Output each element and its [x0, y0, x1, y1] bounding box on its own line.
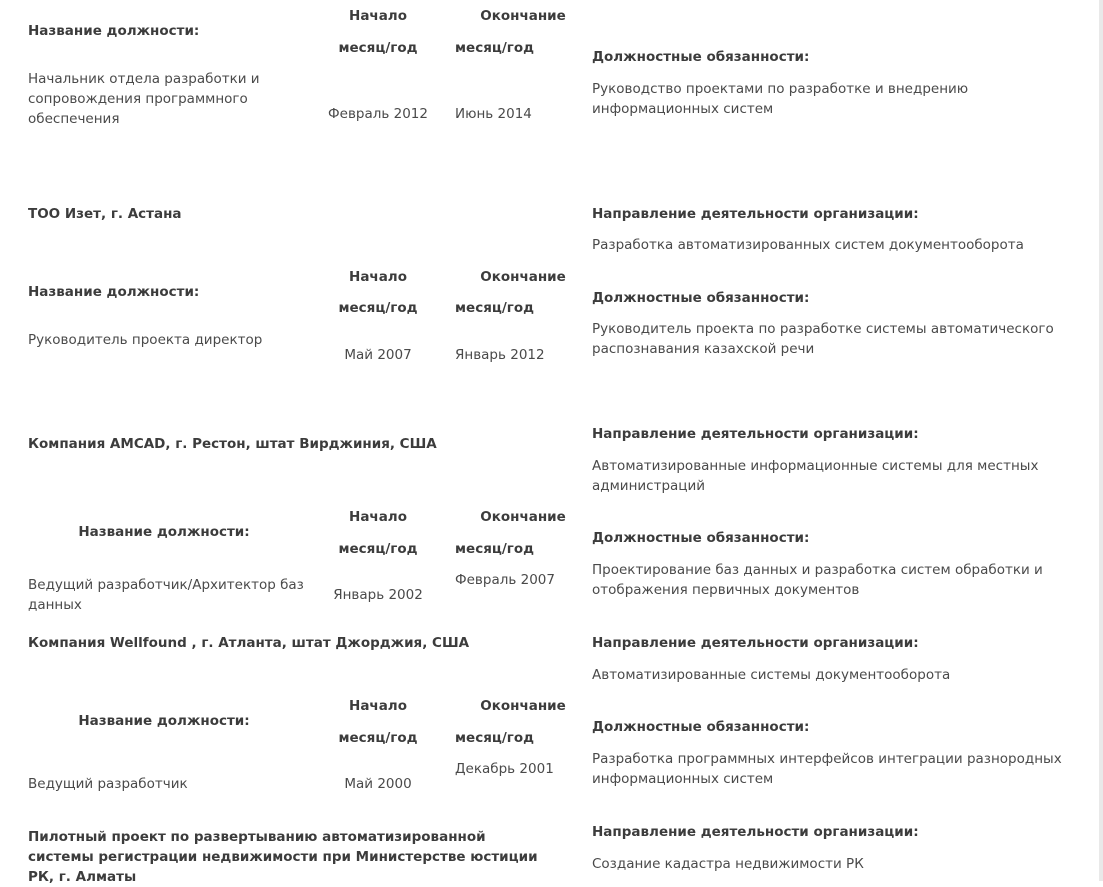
- start-date: Май 2007: [344, 347, 412, 363]
- company-name: Компания Wellfound , г. Атланта, штат Джорджия, США: [28, 635, 470, 651]
- position-label: Название должности:: [78, 713, 250, 729]
- start-label: Начало: [349, 269, 407, 285]
- end-format-label: месяц/год: [455, 730, 535, 746]
- duties-value: Руководство проектами по разработке и внедрению информационных систем: [592, 81, 969, 117]
- company-name: Компания AMCAD, г. Рестон, штат Вирджиния, США: [28, 436, 437, 452]
- duties-label: Должностные обязанности:: [592, 49, 810, 65]
- end-date: Июнь 2014: [455, 106, 532, 122]
- duties-value: Разработка программных интерфейсов интеграции разнородных информационных систем: [592, 751, 1062, 787]
- direction-label: Направление деятельности организации:: [592, 426, 919, 442]
- direction-label: Направление деятельности организации:: [592, 635, 919, 651]
- end-format-label: месяц/год: [455, 40, 535, 56]
- end-label: Окончание: [480, 698, 566, 714]
- direction-value: Автоматизированные информационные системы для местных администраций: [592, 458, 1039, 494]
- position-label: Название должности:: [28, 284, 200, 300]
- end-format-label: месяц/год: [455, 541, 535, 557]
- company-name: Пилотный проект по развертыванию автоматизированной системы регистрации недвижимости при Министерстве юстиции РК, г. Алматы: [28, 829, 538, 885]
- direction-label: Направление деятельности организации:: [592, 824, 919, 840]
- end-date: Январь 2012: [455, 347, 545, 363]
- end-date: Декабрь 2001: [455, 761, 554, 777]
- end-label: Окончание: [480, 269, 566, 285]
- direction-value: Автоматизированные системы документооборота: [592, 667, 951, 683]
- duties-label: Должностные обязанности:: [592, 290, 810, 306]
- start-label: Начало: [349, 509, 407, 525]
- start-format-label: месяц/год: [338, 300, 418, 316]
- start-label: Начало: [349, 698, 407, 714]
- duties-label: Должностные обязанности:: [592, 530, 810, 546]
- position-label: Название должности:: [78, 524, 250, 540]
- end-format-label: месяц/год: [455, 300, 535, 316]
- position-label: Название должности:: [28, 23, 200, 39]
- start-date: Февраль 2012: [328, 106, 428, 122]
- end-label: Окончание: [480, 8, 566, 24]
- end-label: Окончание: [480, 509, 566, 525]
- duties-value: Проектирование баз данных и разработка систем обработки и отображения первичных документов: [592, 562, 1043, 598]
- end-date: Февраль 2007: [455, 572, 555, 588]
- page-right-edge: [1099, 0, 1103, 881]
- position-value: Ведущий разработчик: [28, 776, 188, 792]
- start-format-label: месяц/год: [338, 541, 418, 557]
- company-name: ТОО Изет, г. Астана: [28, 206, 182, 222]
- position-value: Ведущий разработчик/Архитектор баз данных: [28, 577, 304, 613]
- start-format-label: месяц/год: [338, 730, 418, 746]
- start-date: Январь 2002: [333, 587, 423, 603]
- direction-value: Создание кадастра недвижимости РК: [592, 856, 864, 872]
- position-value: Руководитель проекта директор: [28, 332, 263, 348]
- start-format-label: месяц/год: [338, 40, 418, 56]
- start-date: Май 2000: [344, 776, 412, 792]
- direction-value: Разработка автоматизированных систем документооборота: [592, 237, 1024, 253]
- direction-label: Направление деятельности организации:: [592, 206, 919, 222]
- duties-value: Руководитель проекта по разработке системы автоматического распознавания казахской речи: [592, 321, 1054, 357]
- start-label: Начало: [349, 8, 407, 24]
- duties-label: Должностные обязанности:: [592, 719, 810, 735]
- position-value: Начальник отдела разработки и сопровождения программного обеспечения: [28, 71, 260, 127]
